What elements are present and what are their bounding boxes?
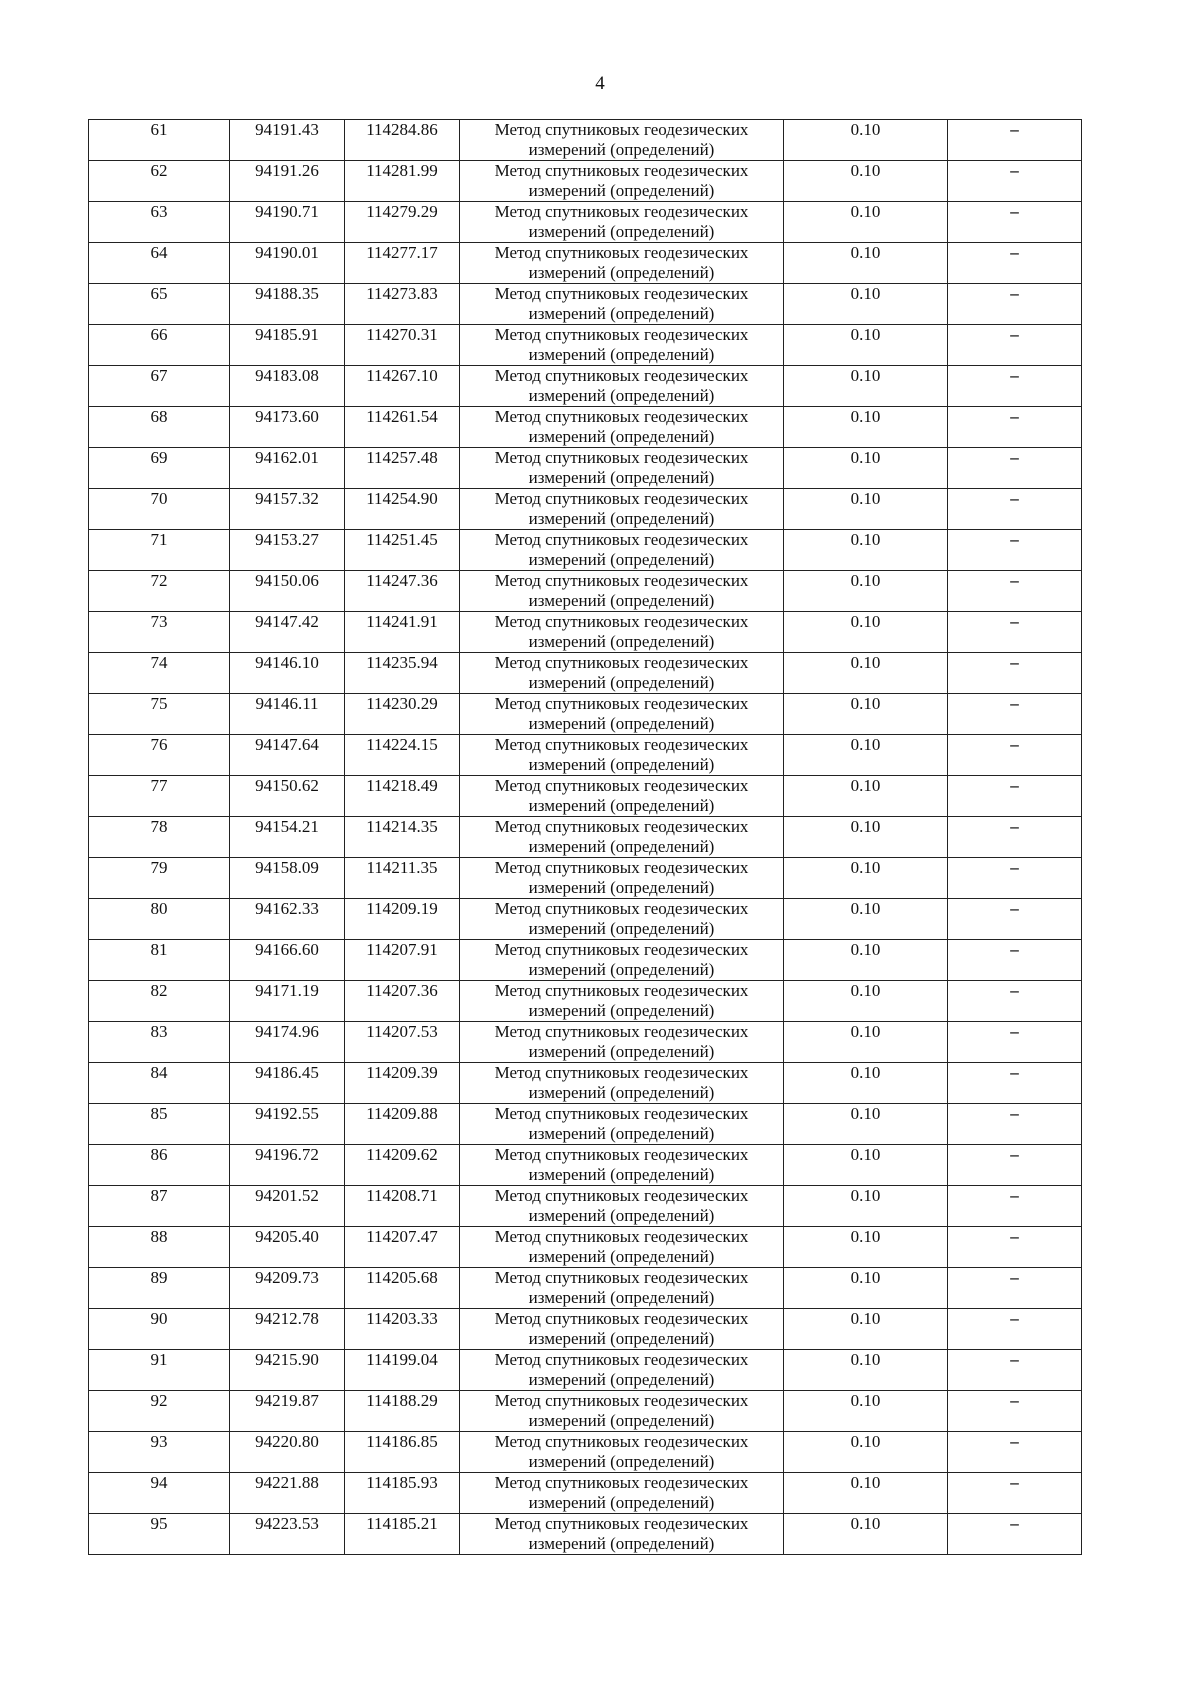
point-number-cell: 80	[89, 899, 230, 940]
table-row	[89, 325, 1082, 366]
y-coordinate-cell: 114251.45	[345, 530, 460, 571]
table-row	[89, 1063, 1082, 1104]
table-row	[89, 940, 1082, 981]
accuracy-cell: 0.10	[784, 1145, 948, 1186]
method-cell: Метод спутниковых геодезических измерений (определений)	[460, 735, 784, 776]
x-coordinate-cell: 94146.10	[230, 653, 345, 694]
table-row	[89, 1350, 1082, 1391]
x-coordinate-cell: 94146.11	[230, 694, 345, 735]
y-coordinate-cell: 114208.71	[345, 1186, 460, 1227]
accuracy-cell: 0.10	[784, 1391, 948, 1432]
method-cell: Метод спутниковых геодезических измерений (определений)	[460, 940, 784, 981]
x-coordinate-cell: 94154.21	[230, 817, 345, 858]
point-number-cell: 90	[89, 1309, 230, 1350]
y-coordinate-cell: 114284.86	[345, 120, 460, 161]
note-cell: –	[948, 161, 1082, 202]
accuracy-cell: 0.10	[784, 817, 948, 858]
accuracy-cell: 0.10	[784, 1063, 948, 1104]
table-row	[89, 981, 1082, 1022]
note-cell: –	[948, 1514, 1082, 1555]
y-coordinate-cell: 114186.85	[345, 1432, 460, 1473]
table-row	[89, 571, 1082, 612]
page-number: 4	[595, 73, 605, 94]
note-cell: –	[948, 1432, 1082, 1473]
note-cell: –	[948, 1227, 1082, 1268]
table-row	[89, 1145, 1082, 1186]
point-number-cell: 94	[89, 1473, 230, 1514]
note-cell: –	[948, 817, 1082, 858]
accuracy-cell: 0.10	[784, 1186, 948, 1227]
accuracy-cell: 0.10	[784, 202, 948, 243]
x-coordinate-cell: 94162.33	[230, 899, 345, 940]
note-cell: –	[948, 366, 1082, 407]
table-row	[89, 1309, 1082, 1350]
table-row	[89, 612, 1082, 653]
method-cell: Метод спутниковых геодезических измерений (определений)	[460, 1473, 784, 1514]
method-cell: Метод спутниковых геодезических измерений (определений)	[460, 1227, 784, 1268]
y-coordinate-cell: 114257.48	[345, 448, 460, 489]
note-cell: –	[948, 243, 1082, 284]
table-row	[89, 858, 1082, 899]
y-coordinate-cell: 114277.17	[345, 243, 460, 284]
note-cell: –	[948, 612, 1082, 653]
note-cell: –	[948, 694, 1082, 735]
y-coordinate-cell: 114214.35	[345, 817, 460, 858]
table-row	[89, 776, 1082, 817]
table-row	[89, 366, 1082, 407]
point-number-cell: 72	[89, 571, 230, 612]
table-row	[89, 653, 1082, 694]
point-number-cell: 73	[89, 612, 230, 653]
method-cell: Метод спутниковых геодезических измерений (определений)	[460, 1063, 784, 1104]
point-number-cell: 66	[89, 325, 230, 366]
method-cell: Метод спутниковых геодезических измерений (определений)	[460, 448, 784, 489]
y-coordinate-cell: 114281.99	[345, 161, 460, 202]
accuracy-cell: 0.10	[784, 653, 948, 694]
note-cell: –	[948, 1309, 1082, 1350]
accuracy-cell: 0.10	[784, 366, 948, 407]
y-coordinate-cell: 114205.68	[345, 1268, 460, 1309]
table-row	[89, 161, 1082, 202]
y-coordinate-cell: 114209.62	[345, 1145, 460, 1186]
accuracy-cell: 0.10	[784, 571, 948, 612]
table-row	[89, 1391, 1082, 1432]
point-number-cell: 77	[89, 776, 230, 817]
accuracy-cell: 0.10	[784, 694, 948, 735]
accuracy-cell: 0.10	[784, 1104, 948, 1145]
y-coordinate-cell: 114207.53	[345, 1022, 460, 1063]
y-coordinate-cell: 114188.29	[345, 1391, 460, 1432]
point-number-cell: 71	[89, 530, 230, 571]
note-cell: –	[948, 448, 1082, 489]
accuracy-cell: 0.10	[784, 284, 948, 325]
x-coordinate-cell: 94183.08	[230, 366, 345, 407]
method-cell: Метод спутниковых геодезических измерений (определений)	[460, 899, 784, 940]
point-number-cell: 87	[89, 1186, 230, 1227]
method-cell: Метод спутниковых геодезических измерений (определений)	[460, 858, 784, 899]
note-cell: –	[948, 981, 1082, 1022]
table-row	[89, 448, 1082, 489]
note-cell: –	[948, 1063, 1082, 1104]
x-coordinate-cell: 94153.27	[230, 530, 345, 571]
table-row	[89, 1473, 1082, 1514]
method-cell: Метод спутниковых геодезических измерений (определений)	[460, 776, 784, 817]
y-coordinate-cell: 114224.15	[345, 735, 460, 776]
point-number-cell: 74	[89, 653, 230, 694]
table-row	[89, 1022, 1082, 1063]
method-cell: Метод спутниковых геодезических измерений (определений)	[460, 1186, 784, 1227]
note-cell: –	[948, 1350, 1082, 1391]
method-cell: Метод спутниковых геодезических измерений (определений)	[460, 1145, 784, 1186]
point-number-cell: 86	[89, 1145, 230, 1186]
y-coordinate-cell: 114279.29	[345, 202, 460, 243]
y-coordinate-cell: 114218.49	[345, 776, 460, 817]
table-row	[89, 120, 1082, 161]
method-cell: Метод спутниковых геодезических измерений (определений)	[460, 243, 784, 284]
note-cell: –	[948, 1022, 1082, 1063]
accuracy-cell: 0.10	[784, 243, 948, 284]
accuracy-cell: 0.10	[784, 1227, 948, 1268]
note-cell: –	[948, 1186, 1082, 1227]
accuracy-cell: 0.10	[784, 325, 948, 366]
x-coordinate-cell: 94191.43	[230, 120, 345, 161]
method-cell: Метод спутниковых геодезических измерений (определений)	[460, 202, 784, 243]
method-cell: Метод спутниковых геодезических измерений (определений)	[460, 325, 784, 366]
y-coordinate-cell: 114270.31	[345, 325, 460, 366]
note-cell: –	[948, 735, 1082, 776]
method-cell: Метод спутниковых геодезических измерений (определений)	[460, 489, 784, 530]
x-coordinate-cell: 94190.01	[230, 243, 345, 284]
method-cell: Метод спутниковых геодезических измерений (определений)	[460, 1350, 784, 1391]
x-coordinate-cell: 94192.55	[230, 1104, 345, 1145]
accuracy-cell: 0.10	[784, 612, 948, 653]
x-coordinate-cell: 94147.42	[230, 612, 345, 653]
y-coordinate-cell: 114207.91	[345, 940, 460, 981]
coordinates-table-body	[89, 120, 1082, 1555]
x-coordinate-cell: 94173.60	[230, 407, 345, 448]
y-coordinate-cell: 114267.10	[345, 366, 460, 407]
point-number-cell: 95	[89, 1514, 230, 1555]
accuracy-cell: 0.10	[784, 161, 948, 202]
y-coordinate-cell: 114235.94	[345, 653, 460, 694]
x-coordinate-cell: 94221.88	[230, 1473, 345, 1514]
x-coordinate-cell: 94166.60	[230, 940, 345, 981]
table-row	[89, 284, 1082, 325]
y-coordinate-cell: 114207.47	[345, 1227, 460, 1268]
point-number-cell: 61	[89, 120, 230, 161]
accuracy-cell: 0.10	[784, 776, 948, 817]
table-row	[89, 489, 1082, 530]
point-number-cell: 78	[89, 817, 230, 858]
x-coordinate-cell: 94185.91	[230, 325, 345, 366]
accuracy-cell: 0.10	[784, 120, 948, 161]
accuracy-cell: 0.10	[784, 1350, 948, 1391]
accuracy-cell: 0.10	[784, 899, 948, 940]
method-cell: Метод спутниковых геодезических измерений (определений)	[460, 366, 784, 407]
x-coordinate-cell: 94157.32	[230, 489, 345, 530]
x-coordinate-cell: 94191.26	[230, 161, 345, 202]
point-number-cell: 83	[89, 1022, 230, 1063]
y-coordinate-cell: 114241.91	[345, 612, 460, 653]
method-cell: Метод спутниковых геодезических измерений (определений)	[460, 284, 784, 325]
note-cell: –	[948, 325, 1082, 366]
table-row	[89, 243, 1082, 284]
table-row	[89, 530, 1082, 571]
accuracy-cell: 0.10	[784, 940, 948, 981]
x-coordinate-cell: 94174.96	[230, 1022, 345, 1063]
accuracy-cell: 0.10	[784, 858, 948, 899]
note-cell: –	[948, 776, 1082, 817]
y-coordinate-cell: 114261.54	[345, 407, 460, 448]
method-cell: Метод спутниковых геодезических измерений (определений)	[460, 612, 784, 653]
point-number-cell: 82	[89, 981, 230, 1022]
method-cell: Метод спутниковых геодезических измерений (определений)	[460, 571, 784, 612]
note-cell: –	[948, 489, 1082, 530]
method-cell: Метод спутниковых геодезических измерений (определений)	[460, 1432, 784, 1473]
point-number-cell: 91	[89, 1350, 230, 1391]
x-coordinate-cell: 94215.90	[230, 1350, 345, 1391]
accuracy-cell: 0.10	[784, 1514, 948, 1555]
point-number-cell: 63	[89, 202, 230, 243]
accuracy-cell: 0.10	[784, 981, 948, 1022]
method-cell: Метод спутниковых геодезических измерений (определений)	[460, 817, 784, 858]
x-coordinate-cell: 94209.73	[230, 1268, 345, 1309]
x-coordinate-cell: 94201.52	[230, 1186, 345, 1227]
x-coordinate-cell: 94186.45	[230, 1063, 345, 1104]
y-coordinate-cell: 114254.90	[345, 489, 460, 530]
method-cell: Метод спутниковых геодезических измерений (определений)	[460, 530, 784, 571]
point-number-cell: 85	[89, 1104, 230, 1145]
point-number-cell: 69	[89, 448, 230, 489]
table-row	[89, 1186, 1082, 1227]
x-coordinate-cell: 94147.64	[230, 735, 345, 776]
x-coordinate-cell: 94190.71	[230, 202, 345, 243]
y-coordinate-cell: 114199.04	[345, 1350, 460, 1391]
method-cell: Метод спутниковых геодезических измерений (определений)	[460, 1391, 784, 1432]
table-row	[89, 1227, 1082, 1268]
table-row	[89, 1432, 1082, 1473]
y-coordinate-cell: 114185.21	[345, 1514, 460, 1555]
method-cell: Метод спутниковых геодезических измерений (определений)	[460, 1309, 784, 1350]
accuracy-cell: 0.10	[784, 1268, 948, 1309]
accuracy-cell: 0.10	[784, 1309, 948, 1350]
note-cell: –	[948, 899, 1082, 940]
note-cell: –	[948, 858, 1082, 899]
y-coordinate-cell: 114273.83	[345, 284, 460, 325]
accuracy-cell: 0.10	[784, 1473, 948, 1514]
table-row	[89, 735, 1082, 776]
table-row	[89, 1514, 1082, 1555]
note-cell: –	[948, 284, 1082, 325]
point-number-cell: 68	[89, 407, 230, 448]
point-number-cell: 76	[89, 735, 230, 776]
table-row	[89, 1268, 1082, 1309]
table-row	[89, 817, 1082, 858]
table-row	[89, 202, 1082, 243]
x-coordinate-cell: 94212.78	[230, 1309, 345, 1350]
accuracy-cell: 0.10	[784, 735, 948, 776]
y-coordinate-cell: 114185.93	[345, 1473, 460, 1514]
method-cell: Метод спутниковых геодезических измерений (определений)	[460, 407, 784, 448]
method-cell: Метод спутниковых геодезических измерений (определений)	[460, 981, 784, 1022]
accuracy-cell: 0.10	[784, 407, 948, 448]
x-coordinate-cell: 94220.80	[230, 1432, 345, 1473]
method-cell: Метод спутниковых геодезических измерений (определений)	[460, 120, 784, 161]
x-coordinate-cell: 94158.09	[230, 858, 345, 899]
y-coordinate-cell: 114203.33	[345, 1309, 460, 1350]
x-coordinate-cell: 94162.01	[230, 448, 345, 489]
method-cell: Метод спутниковых геодезических измерений (определений)	[460, 653, 784, 694]
method-cell: Метод спутниковых геодезических измерений (определений)	[460, 161, 784, 202]
point-number-cell: 81	[89, 940, 230, 981]
method-cell: Метод спутниковых геодезических измерений (определений)	[460, 1514, 784, 1555]
point-number-cell: 62	[89, 161, 230, 202]
note-cell: –	[948, 202, 1082, 243]
x-coordinate-cell: 94150.06	[230, 571, 345, 612]
method-cell: Метод спутниковых геодезических измерений (определений)	[460, 1104, 784, 1145]
point-number-cell: 64	[89, 243, 230, 284]
y-coordinate-cell: 114209.39	[345, 1063, 460, 1104]
point-number-cell: 79	[89, 858, 230, 899]
y-coordinate-cell: 114209.88	[345, 1104, 460, 1145]
x-coordinate-cell: 94196.72	[230, 1145, 345, 1186]
x-coordinate-cell: 94223.53	[230, 1514, 345, 1555]
accuracy-cell: 0.10	[784, 448, 948, 489]
x-coordinate-cell: 94205.40	[230, 1227, 345, 1268]
accuracy-cell: 0.10	[784, 1022, 948, 1063]
x-coordinate-cell: 94188.35	[230, 284, 345, 325]
y-coordinate-cell: 114247.36	[345, 571, 460, 612]
note-cell: –	[948, 120, 1082, 161]
point-number-cell: 75	[89, 694, 230, 735]
point-number-cell: 92	[89, 1391, 230, 1432]
note-cell: –	[948, 1473, 1082, 1514]
method-cell: Метод спутниковых геодезических измерений (определений)	[460, 1022, 784, 1063]
note-cell: –	[948, 653, 1082, 694]
table-row	[89, 407, 1082, 448]
point-number-cell: 70	[89, 489, 230, 530]
method-cell: Метод спутниковых геодезических измерений (определений)	[460, 1268, 784, 1309]
x-coordinate-cell: 94219.87	[230, 1391, 345, 1432]
table-row	[89, 1104, 1082, 1145]
point-number-cell: 84	[89, 1063, 230, 1104]
accuracy-cell: 0.10	[784, 530, 948, 571]
note-cell: –	[948, 1145, 1082, 1186]
coordinates-table	[88, 119, 1082, 1555]
y-coordinate-cell: 114207.36	[345, 981, 460, 1022]
y-coordinate-cell: 114209.19	[345, 899, 460, 940]
accuracy-cell: 0.10	[784, 489, 948, 530]
x-coordinate-cell: 94150.62	[230, 776, 345, 817]
point-number-cell: 89	[89, 1268, 230, 1309]
note-cell: –	[948, 530, 1082, 571]
note-cell: –	[948, 1104, 1082, 1145]
note-cell: –	[948, 571, 1082, 612]
y-coordinate-cell: 114211.35	[345, 858, 460, 899]
point-number-cell: 93	[89, 1432, 230, 1473]
point-number-cell: 67	[89, 366, 230, 407]
method-cell: Метод спутниковых геодезических измерений (определений)	[460, 694, 784, 735]
note-cell: –	[948, 940, 1082, 981]
point-number-cell: 65	[89, 284, 230, 325]
note-cell: –	[948, 1391, 1082, 1432]
accuracy-cell: 0.10	[784, 1432, 948, 1473]
point-number-cell: 88	[89, 1227, 230, 1268]
table-row	[89, 899, 1082, 940]
note-cell: –	[948, 407, 1082, 448]
y-coordinate-cell: 114230.29	[345, 694, 460, 735]
note-cell: –	[948, 1268, 1082, 1309]
x-coordinate-cell: 94171.19	[230, 981, 345, 1022]
table-row	[89, 694, 1082, 735]
